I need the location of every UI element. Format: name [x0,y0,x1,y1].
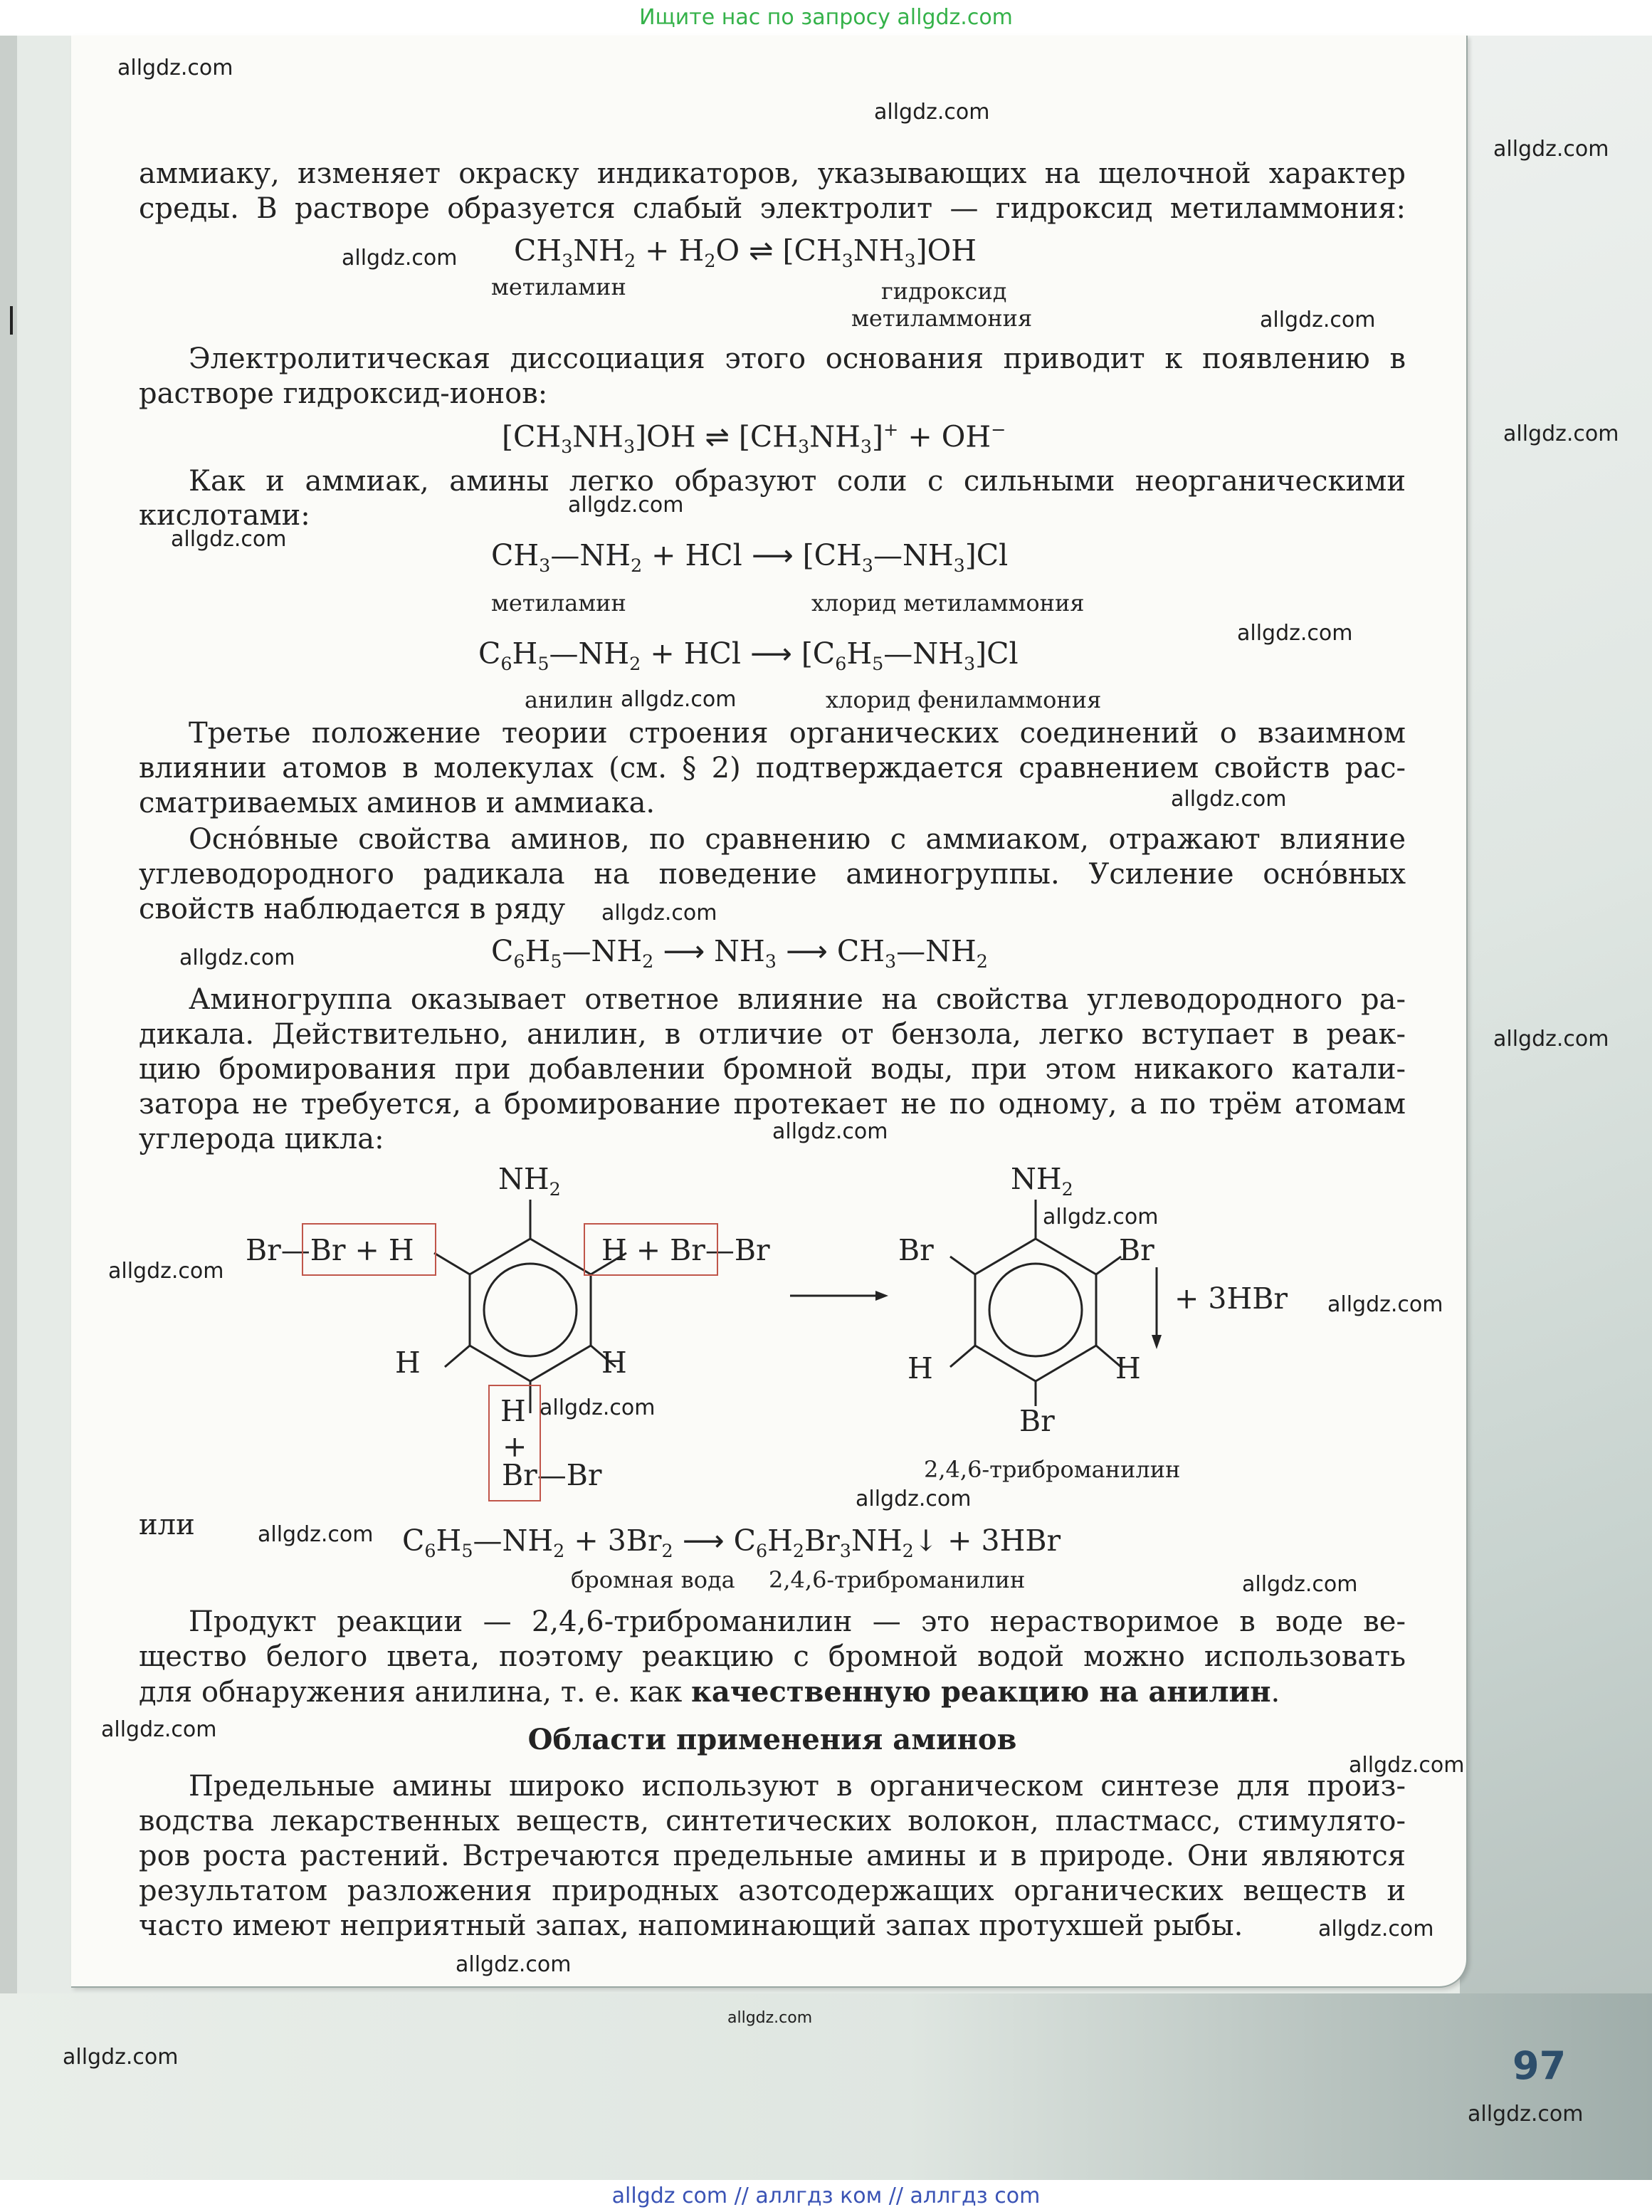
watermark: allgdz.com [1242,1572,1358,1597]
caption-methylamine: метиламин [491,589,626,617]
decorative-background-right [1460,0,1652,2212]
watermark: allgdz.com [856,1487,972,1511]
bottom-banner[interactable]: allgdz com // аллгдз ком // аллгдз com [0,2180,1652,2212]
caption-phenylammonium-chloride: хлорид фениламмония [826,686,1102,713]
caption-methylammonium: метиламмония [851,305,1033,332]
watermark: allgdz.com [1349,1753,1465,1778]
text-line: свойств наблюдается в ряду [139,893,566,926]
caption-methylamine: метиламин [491,273,626,300]
br-label: Br [1019,1404,1055,1438]
text-line: цию бромирования при добавлении бромной воды, при этом никакого катали- [139,1053,1406,1086]
text-line: Продукт реакции — 2,4,6-триброманилин — это нерастворимое в воде ве- [189,1605,1406,1638]
plus-label: + [503,1430,527,1464]
watermark: allgdz.com [342,246,458,271]
h-label: H [601,1346,627,1380]
qualitative-reaction-term: качественную реакцию на анилин [690,1675,1271,1709]
text-line: для обнаружения анилина, т. е. как качественную реакцию на анилин. [139,1675,1280,1709]
caption-tribromoaniline: 2,4,6-триброманилин [769,1566,1026,1593]
h-label: H [395,1346,421,1380]
text-line: Электролитическая диссоциация этого основания приводит к появлению в [189,342,1406,375]
watermark: allgdz.com [621,687,737,712]
text-line: Оснóвные свойства аминов, по сравнению с аммиаком, отражают влияние [189,823,1406,856]
equation-bromination-short: $C_6H_5—NH_2 + 3Br_2$ ⟶ $C_6H_2Br_3NH_2↓ + 3HBr$ [402,1524,1061,1561]
text-line: углеводородного радикала на поведение аминогруппы. Усиление оснóвных [139,858,1406,891]
highlight-box-bottom [488,1385,541,1501]
watermark: allgdz.com [1327,1292,1443,1317]
watermark: allgdz.com [1468,2102,1584,2127]
right-reagent-label: H + Br—Br [601,1233,770,1267]
equation-methylamine-hcl: $CH_3—NH_2$ + HCl ⟶ $[CH_3—NH_3]Cl$ [491,538,1009,576]
br-label: Br [1119,1233,1154,1267]
caption-methylammonium-chloride: хлорид метиламмония [811,589,1085,617]
watermark: allgdz.com [874,100,990,125]
watermark: allgdz.com [601,901,717,926]
page-number: 97 [1512,2043,1567,2088]
watermark: allgdz.com [179,945,295,970]
text-line: кислотами: [139,499,310,532]
watermark: allgdz.com [108,1259,224,1284]
watermark: allgdz.com [101,1717,217,1742]
or-word: или [139,1509,195,1541]
equation-methylamine-water: $CH_3NH_2 + H_2O$ ⇌ $[CH_3NH_3]OH$ [514,234,977,271]
watermark: allgdz.com [1171,787,1287,812]
h-label: H [1115,1351,1141,1385]
text-line: сматриваемых аминов и аммиака. [139,787,656,819]
nh2-label: $NH_2$ [498,1162,561,1200]
caption-bromine-water: бромная вода [571,1566,735,1593]
watermark: allgdz.com [540,1395,656,1420]
watermark: allgdz.com [1503,421,1619,446]
text-line: Предельные амины широко используют в органическом синтезе для произ- [189,1770,1406,1803]
text-line: щество белого цвета, поэтому реакцию с бромной водой можно использовать [139,1640,1406,1673]
watermark: allgdz.com [1318,1917,1434,1941]
decorative-background-bottom [0,1993,1652,2212]
text-line: затора не требуется, а бромирование протекает не по одному, а по трём атомам [139,1088,1406,1121]
text-line: водства лекарственных веществ, синтетических волокон, пластмасс, стимулято- [139,1805,1406,1838]
page-spine-shadow [0,0,17,2212]
watermark: allgdz.com [258,1522,374,1547]
text-line: часто имеют неприятный запах, напоминающий запах протухшей рыбы. [139,1909,1243,1942]
margin-mark [10,306,13,335]
text-line: углерода цикла: [139,1123,384,1155]
equation-basicity-series: $C_6H_5—NH_2$ ⟶ $NH_3$ ⟶ $CH_3—NH_2$ [491,934,988,972]
text-line: растворе гидроксид-ионов: [139,377,548,410]
left-reagent-label: Br—Br + H [246,1233,414,1267]
text-line: аммиаку, изменяет окраску индикаторов, указывающих на щелочной характер [139,157,1406,190]
watermark: allgdz.com [1260,308,1376,332]
caption-aniline: анилин [525,686,614,713]
br-label: Br [898,1233,934,1267]
text-line: ров роста растений. Встречаются предельные амины и в природе. Они являются [139,1840,1406,1872]
watermark: allgdz.com [1043,1205,1159,1230]
watermark: allgdz.com [568,493,684,518]
hbr-product-label: + 3HBr [1174,1281,1288,1316]
text-line: Аминогруппа оказывает ответное влияние на свойства углеводородного ра- [189,983,1406,1016]
watermark: allgdz.com [171,527,287,552]
highlight-box-left [302,1223,436,1276]
watermark: allgdz.com [727,2009,813,2027]
watermark: allgdz.com [772,1119,888,1144]
highlight-box-right [584,1223,718,1276]
br-br-label: Br—Br [502,1458,602,1492]
watermark: allgdz.com [117,56,233,80]
h-label: H [500,1394,526,1428]
text-line: влиянии атомов в молекулах (см. § 2) подтверждается сравнением свойств рас- [139,752,1406,785]
tribromoaniline-ring [950,1200,1121,1406]
equation-dissociation: $[CH_3NH_3]OH$ ⇌ $[CH_3NH_3]^+ + OH^-$ [502,419,1006,458]
section-heading: Области применения аминов [527,1723,1017,1756]
watermark: allgdz.com [1237,621,1353,646]
nh2-label: $NH_2$ [1011,1162,1073,1200]
caption-tribromoaniline: 2,4,6-триброманилин [924,1456,1181,1483]
text-line: дикала. Действительно, анилин, в отличие от бензола, легко вступает в реак- [139,1018,1406,1051]
watermark: allgdz.com [456,1952,572,1977]
watermark: allgdz.com [1493,137,1609,162]
text-line: среды. В растворе образуется слабый электролит — гидроксид метиламмония: [139,192,1406,225]
h-label: H [907,1351,933,1385]
top-banner[interactable]: Ищите нас по запросу allgdz.com [0,0,1652,36]
text-line: Как и аммиак, амины легко образуют соли с сильными неорганическими [189,465,1406,498]
text-line: Третье положение теории строения органических соединений о взаимном [189,717,1406,750]
caption-hydroxide: гидроксид [881,278,1007,305]
watermark: allgdz.com [63,2045,179,2070]
text-line: результатом разложения природных азотсодержащих органических веществ и [139,1875,1406,1907]
watermark: allgdz.com [1493,1027,1609,1052]
equation-aniline-hcl: $C_6H_5—NH_2$ + HCl ⟶ $[C_6H_5—NH_3]Cl$ [478,636,1019,674]
